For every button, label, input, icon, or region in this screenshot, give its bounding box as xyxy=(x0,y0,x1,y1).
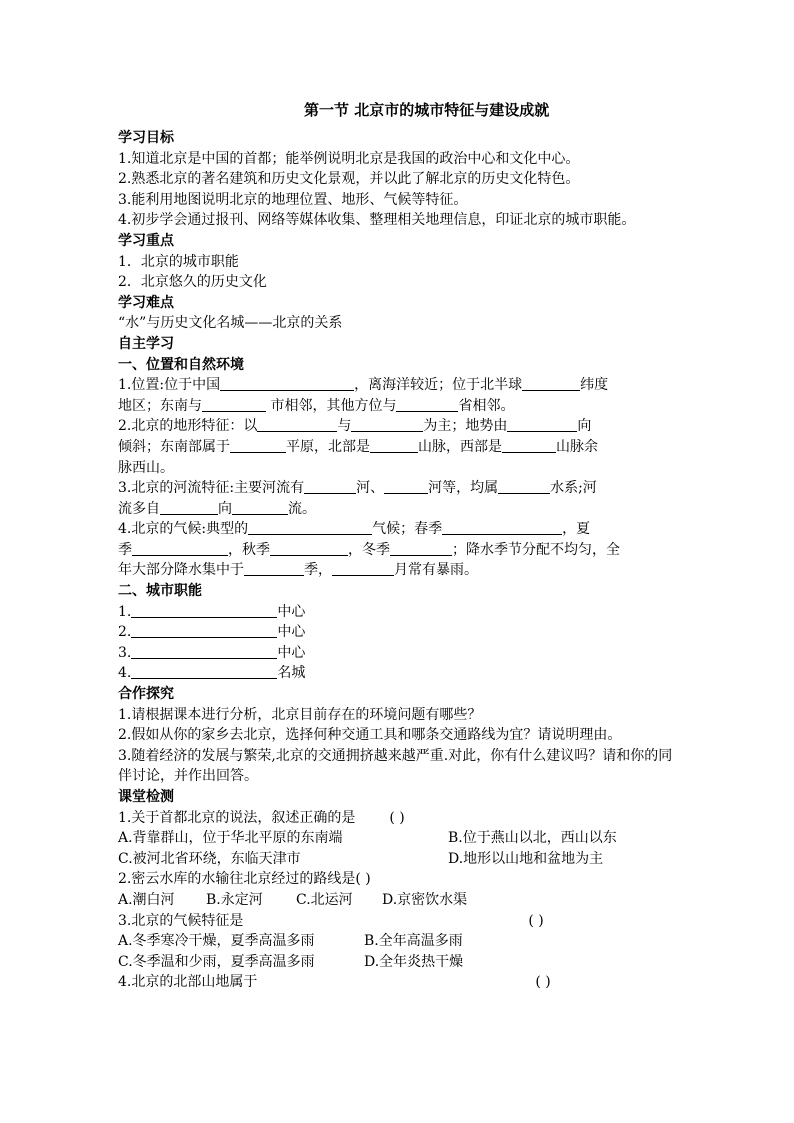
goal-item: 2.熟悉北京的著名建筑和历史文化景观，并以此了解北京的历史文化特色。 xyxy=(118,171,580,188)
option-c[interactable]: C.冬季温和少雨，夏季高温多雨 xyxy=(118,953,315,970)
option-d[interactable]: D.地形以山地和盆地为主 xyxy=(448,850,604,867)
blank[interactable] xyxy=(502,437,556,453)
option-a[interactable]: A.冬季寒冷干燥，夏季高温多雨 xyxy=(118,933,315,950)
q3-line1: 3.北京的河流特征:主要河流有 河、 河等，均属 水系;河 xyxy=(118,480,597,497)
option-d[interactable]: D.全年炎热干燥 xyxy=(364,953,464,970)
goals-heading: 学习目标 xyxy=(118,130,174,146)
blank[interactable] xyxy=(132,540,228,556)
quiz-q1-options xyxy=(118,849,678,870)
function-item: 3. 中心 xyxy=(118,644,306,661)
coop-item: 3.随着经济的发展与繁荣,北京的交通拥挤越来越严重.对此，你有什么建议吗？请和你的同伴讨论，并作出回答。 xyxy=(118,747,673,785)
blank[interactable] xyxy=(370,437,418,453)
worksheet-body xyxy=(118,128,678,993)
blank[interactable] xyxy=(442,519,562,535)
blank[interactable] xyxy=(304,478,356,494)
option-b[interactable]: B.永定河 xyxy=(206,891,263,908)
q4-line1: 4.北京的气候:典型的 气候；春季 ，夏 xyxy=(118,521,591,538)
q3-line2: 流多自 向 流。 xyxy=(118,500,316,517)
blank[interactable] xyxy=(160,499,218,515)
option-c[interactable]: C.被河北省环绕，东临天津市 xyxy=(118,850,301,867)
q1-line2: 地区；东南与 市相邻，其他方位与 省相邻。 xyxy=(118,397,515,414)
quiz-q2-options xyxy=(118,890,678,911)
q2-line1: 2.北京的地形特征：以 与 为主；地势由 向 xyxy=(118,418,592,435)
blank[interactable] xyxy=(351,416,423,432)
q4-line3: 年大部分降水集中于 季， 月常有暴雨。 xyxy=(118,562,478,579)
key-item: 2．北京悠久的历史文化 xyxy=(118,274,267,291)
blank[interactable] xyxy=(244,560,304,576)
key-item: 1．北京的城市职能 xyxy=(118,253,239,270)
quiz-q1-options xyxy=(118,828,678,849)
quiz-heading: 课堂检测 xyxy=(118,789,174,805)
coop-heading: 合作探究 xyxy=(118,686,174,703)
blank[interactable] xyxy=(202,396,266,412)
section2-heading: 二、城市职能 xyxy=(118,583,202,600)
option-b[interactable]: B.位于燕山以北，西山以东 xyxy=(448,830,617,847)
blank[interactable] xyxy=(384,478,428,494)
blank[interactable] xyxy=(270,540,348,556)
coop-item: 2.假如从你的家乡去北京，选择何种交通工具和哪条交通路线为宜？请说明理由。 xyxy=(118,727,622,744)
blank[interactable] xyxy=(131,602,277,618)
quiz-q3-options xyxy=(118,952,678,973)
difficulty-heading: 学习难点 xyxy=(118,294,174,311)
blank[interactable] xyxy=(230,437,286,453)
blank[interactable] xyxy=(498,478,550,494)
blank[interactable] xyxy=(522,375,580,391)
blank[interactable] xyxy=(131,643,277,659)
goal-item: 3.能利用地图说明北京的地理位置、地形、气候等特征。 xyxy=(118,191,468,208)
option-d[interactable]: D.京密饮水渠 xyxy=(382,891,468,908)
q2-line2: 倾斜；东南部属于 平原，北部是 山脉，西部是 山脉余 xyxy=(118,438,598,455)
quiz-q3-stem: 3.北京的气候特征是 ( ) xyxy=(118,911,678,932)
coop-item: 1.请根据课本进行分析，北京目前存在的环境问题有哪些？ xyxy=(118,706,482,723)
q4-line2: 季 ，秋季 ，冬季 ；降水季节分配不均匀，全 xyxy=(118,541,620,558)
option-a[interactable]: A.潮白河 xyxy=(118,891,175,908)
answer-paren[interactable]: ( ) xyxy=(528,912,544,929)
quiz-q2-stem: 2.密云水库的水输往北京经过的路线是( ) xyxy=(118,869,678,890)
section1-heading: 一、位置和自然环境 xyxy=(118,356,244,373)
option-a[interactable]: A.背靠群山，位于华北平原的东南端 xyxy=(118,830,343,847)
blank[interactable] xyxy=(131,622,277,638)
blank[interactable] xyxy=(131,663,277,679)
answer-paren[interactable]: ( ) xyxy=(535,974,551,991)
answer-paren[interactable]: ( ) xyxy=(389,809,405,826)
blank[interactable] xyxy=(332,560,394,576)
function-item: 2. 中心 xyxy=(118,624,306,641)
blank[interactable] xyxy=(507,416,577,432)
blank[interactable] xyxy=(232,499,288,515)
goal-item: 4.初步学会通过报刊、网络等媒体收集、整理相关地理信息，印证北京的城市职能。 xyxy=(118,212,636,229)
blank[interactable] xyxy=(257,416,337,432)
quiz-q3-options xyxy=(118,931,678,952)
blank[interactable] xyxy=(396,396,458,412)
option-c[interactable]: C.北运河 xyxy=(296,891,353,908)
difficulty-text: “水”与历史文化名城——北京的关系 xyxy=(118,315,343,332)
quiz-q1-stem: 1.关于首都北京的说法，叙述正确的是 ( ) xyxy=(118,808,678,829)
function-item: 1. 中心 xyxy=(118,603,306,620)
key-heading: 学习重点 xyxy=(118,232,174,249)
blank[interactable] xyxy=(220,375,354,391)
page-title: 第一节 北京市的城市特征与建设成就 xyxy=(304,101,550,119)
function-item: 4. 名城 xyxy=(118,665,306,682)
q2-line3: 脉西山。 xyxy=(118,459,174,476)
quiz-q4-stem: 4.北京的北部山地属于 ( ) xyxy=(118,972,678,993)
self-study-heading: 自主学习 xyxy=(118,335,174,352)
q1-line1: 1.位置:位于中国 ，离海洋较近；位于北半球 纬度 xyxy=(118,377,609,394)
answer-paren[interactable]: ( ) xyxy=(355,871,371,888)
blank[interactable] xyxy=(390,540,452,556)
option-b[interactable]: B.全年高温多雨 xyxy=(364,933,463,950)
blank[interactable] xyxy=(248,519,372,535)
goal-item: 1.知道北京是中国的首都；能举例说明北京是我国的政治中心和文化中心。 xyxy=(118,150,580,167)
